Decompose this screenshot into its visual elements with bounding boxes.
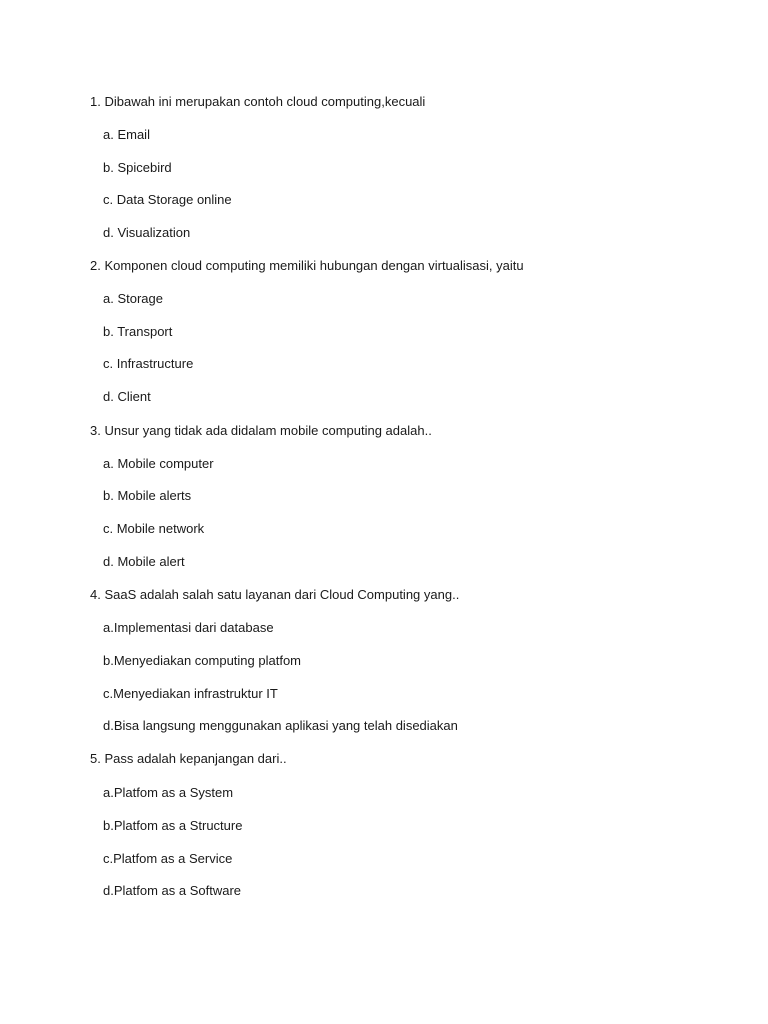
option-a: a.Implementasi dari database bbox=[103, 620, 274, 635]
option-a: a. Storage bbox=[103, 291, 163, 306]
option-c: c.Platfom as a Service bbox=[103, 851, 233, 866]
option-b: b. Mobile alerts bbox=[103, 488, 192, 503]
option-b: b. Spicebird bbox=[103, 160, 172, 175]
option-a: a. Mobile computer bbox=[103, 456, 214, 471]
option-a: a.Platfom as a System bbox=[103, 785, 234, 800]
option-c: c. Infrastructure bbox=[103, 356, 194, 371]
question-text: 2. Komponen cloud computing memiliki hubungan dengan virtualisasi, yaitu bbox=[90, 258, 524, 273]
option-b: b. Transport bbox=[103, 324, 173, 339]
option-c: c. Data Storage online bbox=[103, 192, 232, 207]
option-d: d. Visualization bbox=[103, 225, 191, 240]
question-text: 3. Unsur yang tidak ada didalam mobile computing adalah.. bbox=[90, 423, 432, 438]
question-text: 5. Pass adalah kepanjangan dari.. bbox=[90, 751, 287, 766]
option-c: c.Menyediakan infrastruktur IT bbox=[103, 686, 278, 701]
option-c: c. Mobile network bbox=[103, 521, 205, 536]
option-b: b.Menyediakan computing platfom bbox=[103, 653, 302, 668]
option-a: a. Email bbox=[103, 127, 150, 142]
option-b: b.Platfom as a Structure bbox=[103, 818, 243, 833]
question-text: 4. SaaS adalah salah satu layanan dari Cloud Computing yang.. bbox=[90, 587, 460, 602]
option-d: d.Platfom as a Software bbox=[103, 883, 242, 898]
question-text: 1. Dibawah ini merupakan contoh cloud computing,kecuali bbox=[90, 94, 426, 109]
option-d: d.Bisa langsung menggunakan aplikasi yang telah disediakan bbox=[103, 718, 458, 733]
option-d: d. Mobile alert bbox=[103, 554, 185, 569]
option-d: d. Client bbox=[103, 389, 151, 404]
